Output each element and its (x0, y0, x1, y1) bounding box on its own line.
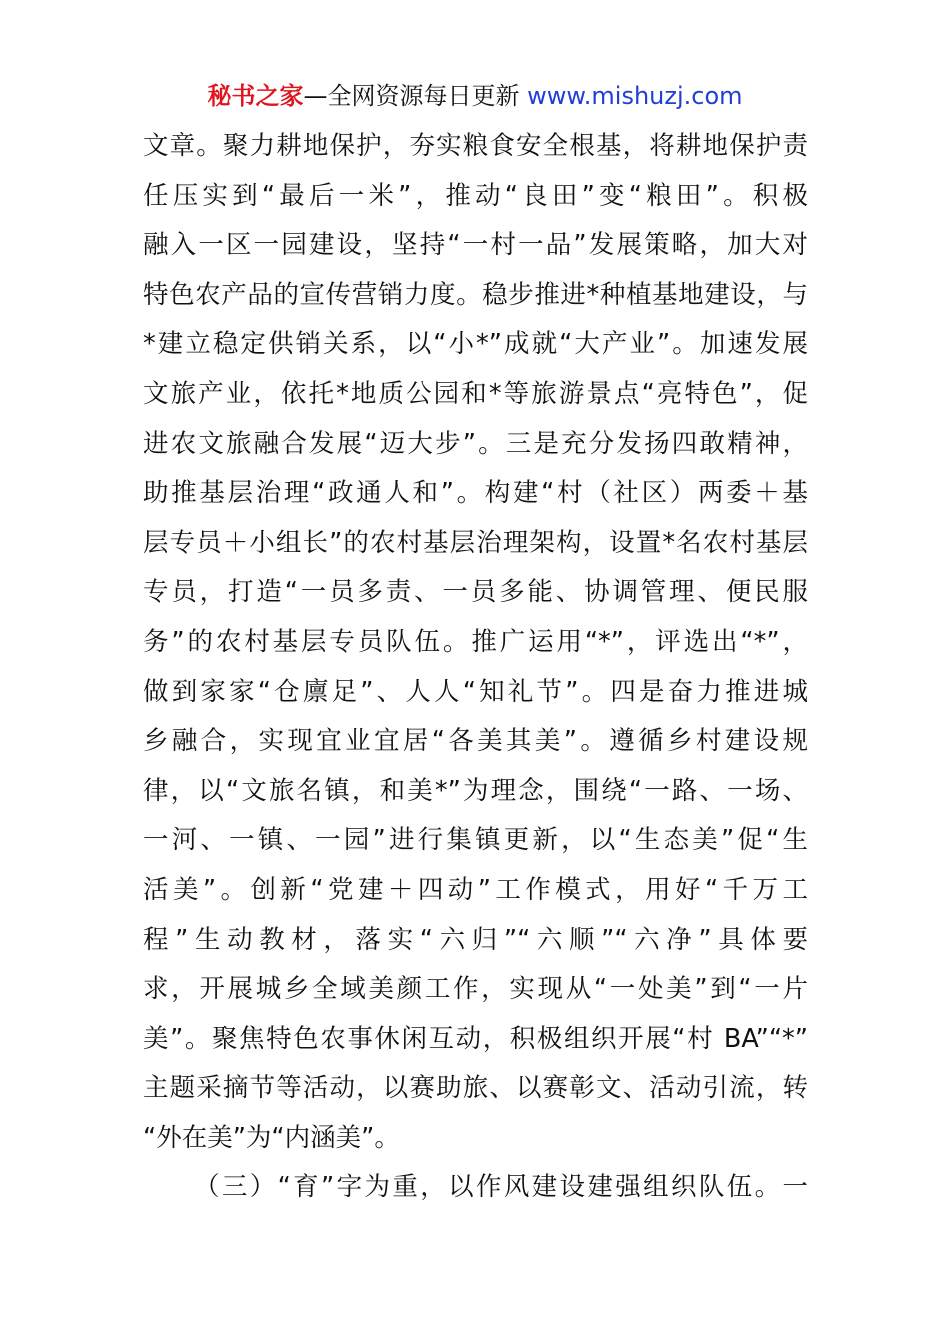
section-heading-line: （三）“育”字为重，以作风建设建强组织队伍。一 (194, 1172, 808, 1203)
text-line: 特色农产品的宣传营销力度。稳步推进*种植基地建设，与 (143, 279, 808, 310)
text-line: 文章。聚力耕地保护，夯实粮食安全根基，将耕地保护责 (143, 131, 808, 161)
text-line: *建立稳定供销关系，以“小*”成就“大产业”。加速发展 (143, 329, 808, 360)
site-header (0, 80, 950, 112)
text-line: 文旅产业，依托*地质公园和*等旅游景点“亮特色”，促 (143, 378, 808, 409)
text-line: 层专员＋小组长”的农村基层治理架构，设置*名农村基层 (143, 527, 808, 558)
text-line: 专员，打造“一员多责、一员多能、协调管理、便民服 (143, 577, 808, 608)
text-line: 一河、一镇、一园”进行集镇更新，以“生态美”促“生 (143, 825, 808, 856)
text-line: 主题采摘节等活动，以赛助旅、以赛彰文、活动引流，转 (143, 1073, 808, 1104)
site-brand: 秘书之家 (207, 82, 304, 110)
text-line: 做到家家“仓廪足”、人人“知礼节”。四是奋力推进城 (143, 676, 808, 707)
document-body (143, 122, 808, 1213)
text-line: 融入一区一园建设，坚持“一村一品”发展策略，加大对 (143, 230, 808, 261)
text-line: 美”。聚焦特色农事休闲互动，积极组织开展“村 BA”“*” (143, 1023, 808, 1054)
text-line: 活美”。创新“党建＋四动”工作模式，用好“千万工 (143, 874, 808, 905)
text-line: 助推基层治理“政通人和”。构建“村（社区）两委＋基 (143, 478, 808, 509)
text-line: 程”生动教材，落实“六归”“六顺”“六净”具体要 (143, 924, 808, 955)
text-line: 求，开展城乡全域美颜工作，实现从“一处美”到“一片 (143, 974, 808, 1005)
text-line: 务”的农村基层专员队伍。推广运用“*”，评选出“*”， (143, 626, 808, 657)
text-line: 乡融合，实现宜业宜居“各美其美”。遵循乡村建设规 (143, 726, 808, 757)
text-line: 任压实到“最后一米”，推动“良田”变“粮田”。积极 (143, 180, 808, 211)
text-line: 进农文旅融合发展“迈大步”。三是充分发扬四敢精神， (143, 428, 808, 459)
site-url[interactable]: www.mishuzj.com (527, 82, 743, 110)
text-line: 律，以“文旅名镇，和美*”为理念，围绕“一路、一场、 (143, 775, 808, 806)
paragraph-end-line: “外在美”为“内涵美”。 (143, 1122, 400, 1153)
site-tagline: —全网资源每日更新 (303, 82, 528, 110)
